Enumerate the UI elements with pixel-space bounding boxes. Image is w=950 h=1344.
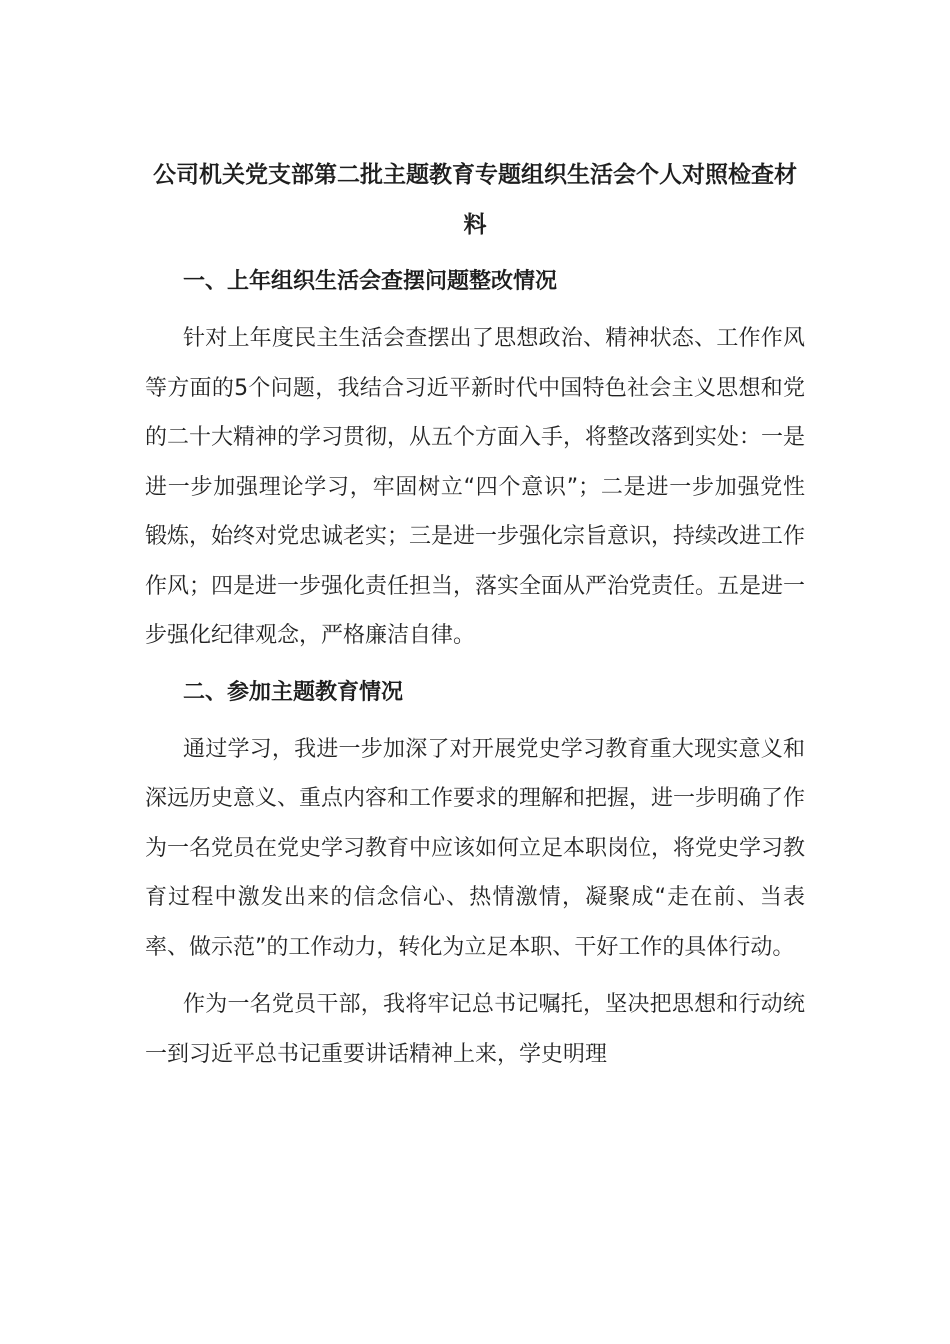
paragraph: 作为一名党员干部，我将牢记总书记嘱托，坚决把思想和行动统一到习近平总书记重要讲话精神上来，学史明理 xyxy=(145,992,805,1067)
document-title: 公司机关党支部第二批主题教育专题组织生活会个人对照检查材料 xyxy=(153,162,797,238)
paragraph: 针对上年度民主生活会查摆出了思想政治、精神状态、工作作风等方面的5个问题，我结合习近平新时代中国特色社会主义思想和党的二十大精神的学习贯彻，从五个方面入手，将整改落到实处：一是进一步加强理论学习，牢固树立“四个意识”；二是进一步加强党性锻炼，始终对党忠诚老实；三是进一步强化宗旨意识，持续改进工作作风；四是进一步强化责任担当，落实全面从严治党责任。五是进一步强化纪律观念，严格廉洁自律。 xyxy=(145,326,806,648)
section-heading: 二、参加主题教育情况 xyxy=(183,679,404,705)
section-heading: 一、上年组织生活会查摆问题整改情况 xyxy=(183,269,558,294)
paragraph: 通过学习，我进一步加深了对开展党史学习教育重大现实意义和深远历史意义、重点内容和工作要求的理解和把握，进一步明确了作为一名党员在党史学习教育中应该如何立足本职岗位，将党史学习教育过程中激发出来的信念信心、热情激情，凝聚成“走在前、当表率、做示范”的工作动力，转化为立足本职、干好工作的具体行动。 xyxy=(145,736,806,960)
document-body xyxy=(145,150,805,1079)
